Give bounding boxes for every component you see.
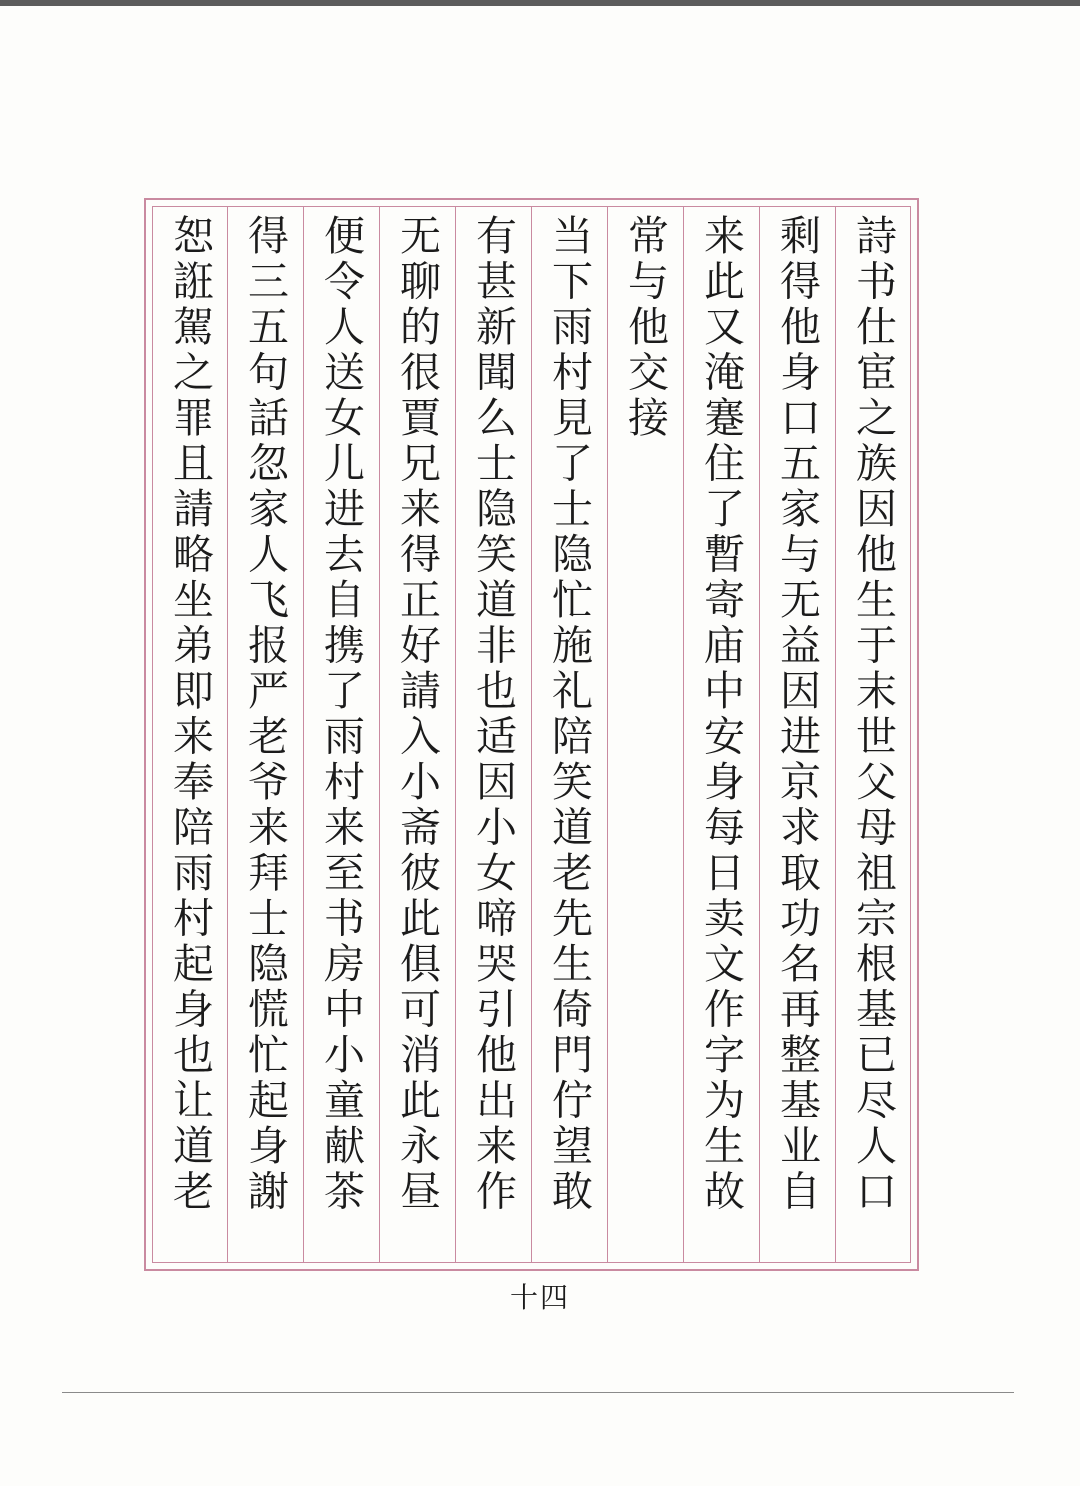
- text-column-1: 詩书仕宦之族因他生于末世父母祖宗根基已尽人口: [849, 214, 897, 1215]
- page-number: 十四: [509, 1281, 570, 1314]
- text-column-6: 有甚新聞么士隐笑道非也适因小女啼哭引他出来作: [469, 214, 517, 1215]
- text-column-2: 剩得他身口五家与无益因进京求取功名再整基业自: [773, 214, 821, 1215]
- text-column-7: 无聊的很賈兄来得正好請入小斋彼此俱可消此永昼: [393, 214, 441, 1215]
- bottom-rule: [62, 1392, 1014, 1393]
- text-column-10: 恕誑駕之罪且請略坐弟即来奉陪雨村起身也让道老: [166, 214, 214, 1215]
- text-column-8: 便令人送女儿进去自携了雨村来至书房中小童献茶: [317, 214, 365, 1215]
- text-column-3: 来此又淹蹇住了暫寄庙中安身每日卖文作字为生故: [697, 214, 745, 1215]
- text-column-5: 当下雨村見了士隐忙施礼陪笑道老先生倚門佇望敢: [545, 214, 593, 1215]
- text-column-4: 常与他交接: [621, 214, 669, 442]
- text-column-9: 得三五句話忽家人飞报严老爷来拜士隐慌忙起身謝: [241, 214, 289, 1215]
- scan-top-edge: [0, 0, 1080, 6]
